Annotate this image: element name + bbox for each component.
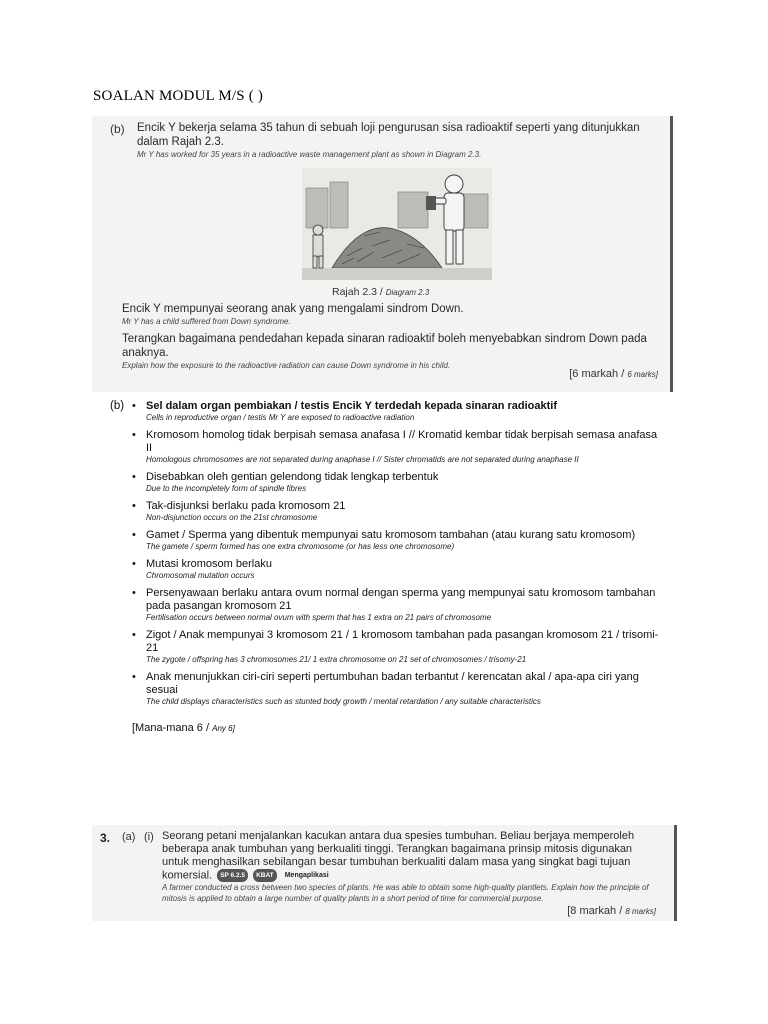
list-item	[130, 558, 660, 581]
point-en: Due to the incompletely form of spindle fibres	[146, 484, 307, 493]
marks-en: 6 marks]	[627, 370, 658, 379]
caption-ms: Rajah 2.3 /	[332, 286, 383, 298]
point-ms: • Kromosom homolog tidak berpisah semasa anafasa I // Kromatid kembar tidak berpisah semasa anafasa II	[146, 429, 658, 454]
task-statement	[122, 332, 662, 371]
point-en: Non-disjunction occurs on the 21st chromosome	[146, 513, 318, 522]
child-statement-en: Mr Y has a child suffered from Down syndrome.	[122, 317, 291, 326]
child-statement-ms: Encik Y mempunyai seorang anak yang mengalami sindrom Down.	[122, 303, 464, 315]
any-six-note	[132, 722, 235, 734]
sp-tag: SP 6.2.5	[217, 869, 248, 882]
question-b-intro-en: Mr Y has worked for 35 years in a radioactive waste management plant as shown in Diagram 2.3.	[137, 150, 482, 159]
question-3-marks	[567, 905, 656, 917]
list-item	[130, 400, 660, 423]
point-ms: • Disebabkan oleh gentian gelendong tidak lengkap terbentuk	[146, 471, 439, 483]
kbat-tag: KBAT	[253, 869, 277, 882]
point-ms: • Gamet / Sperma yang dibentuk mempunyai satu kromosom tambahan (atau kurang satu kromosom)	[146, 529, 636, 541]
any-en: Any 6]	[212, 724, 235, 733]
question-3-part: (a)	[122, 831, 136, 843]
point-en: Homologous chromosomes are not separated during anaphase I // Sister chromatids are not separated during anaphase II	[146, 455, 579, 464]
q3-marks-ms: [8 markah /	[567, 905, 623, 917]
task-statement-ms: Terangkan bagaimana pendedahan kepada sinaran radioaktif boleh menyebabkan sindrom Down pada anaknya.	[122, 333, 647, 359]
point-ms: • Zigot / Anak mempunyai 3 kromosom 21 / 1 kromosom tambahan pada pasangan kromosom 21 / trisomi-21	[146, 629, 659, 654]
level-tag: Mengaplikasi	[284, 872, 329, 879]
any-ms: [Mana-mana 6 /	[132, 722, 210, 734]
child-statement	[122, 302, 662, 327]
question-3-text-en: A farmer conducted a cross between two species of plants. He was able to obtain some high-quality plantlets. Explain how the principle of mitosis is applied to obtain a large number of quality plants in a short period of time for commercial purpose.	[162, 883, 649, 904]
radioactive-waste-illustration	[302, 168, 492, 280]
point-en: Fertilisation occurs between normal ovum with sperm that has 1 extra on 21 pairs of chromosome	[146, 613, 492, 622]
point-ms: • Tak-disjunksi berlaku pada kromosom 21	[146, 500, 346, 512]
answer-b-scan	[92, 398, 670, 740]
point-ms: • Anak menunjukkan ciri-ciri seperti pertumbuhan badan terbantut / kerencatan akal / apa-apa ciri yang sesuai	[146, 671, 639, 696]
list-item	[130, 671, 660, 707]
question-b-scan	[92, 116, 673, 392]
list-item	[130, 471, 660, 494]
point-ms: • Mutasi kromosom berlaku	[146, 558, 272, 570]
question-3-number: 3.	[100, 831, 111, 845]
point-en: The gamete / sperm formed has one extra chromosome (or has less one chromosome)	[146, 542, 455, 551]
question-b-marks	[569, 368, 658, 380]
answer-b-label: (b)	[110, 400, 125, 412]
question-b-intro	[137, 121, 667, 160]
list-item	[130, 587, 660, 623]
point-en: The zygote / offspring has 3 chromosomes 21/ 1 extra chromosome on 21 set of chromosomes / trisomy-21	[146, 655, 527, 664]
question-3-sub: (i)	[144, 831, 154, 843]
answer-b-list	[130, 400, 660, 713]
page-title: SOALAN MODUL M/S ( )	[93, 88, 264, 104]
caption-en: Diagram 2.3	[385, 288, 430, 297]
task-statement-en: Explain how the exposure to the radioactive radiation can cause Down syndrome in his child.	[122, 361, 451, 370]
marks-ms: [6 markah /	[569, 368, 625, 380]
question-3-text	[162, 830, 652, 904]
list-item	[130, 429, 660, 465]
diagram-caption	[332, 286, 429, 298]
point-en: The child displays characteristics such as stunted body growth / mental retardation / any suitable characteristics	[146, 697, 541, 706]
list-item	[130, 500, 660, 523]
question-3-text-ms: Seorang petani menjalankan kacukan antara dua spesies tumbuhan. Beliau berjaya memperoleh beberapa anak tumbuhan yang berkualiti tinggi. Terangkan bagaimana prinsip mitosis digunakan untuk menghasilkan sebilangan besar tumbuhan berkualiti dalam masa yang singkat bagi tujuan komersial.	[162, 830, 635, 882]
point-ms: • Persenyawaan berlaku antara ovum normal dengan sperma yang mempunyai satu kromosom tambahan pada pasangan kromosom 21	[146, 587, 656, 612]
point-en: Cells in reproductive organ / testis Mr Y are exposed to radioactive radiation	[146, 413, 415, 422]
question-b-label: (b)	[110, 122, 125, 136]
list-item	[130, 629, 660, 665]
q3-marks-en: 8 marks]	[625, 907, 656, 916]
list-item	[130, 529, 660, 552]
question-b-intro-ms: Encik Y bekerja selama 35 tahun di sebuah loji pengurusan sisa radioaktif seperti yang ditunjukkan dalam Rajah 2.3.	[137, 122, 640, 148]
point-ms: • Sel dalam organ pembiakan / testis Encik Y terdedah kepada sinaran radioaktif	[146, 400, 558, 412]
question-3-scan	[92, 825, 677, 921]
point-en: Chromosomal mutation occurs	[146, 571, 255, 580]
